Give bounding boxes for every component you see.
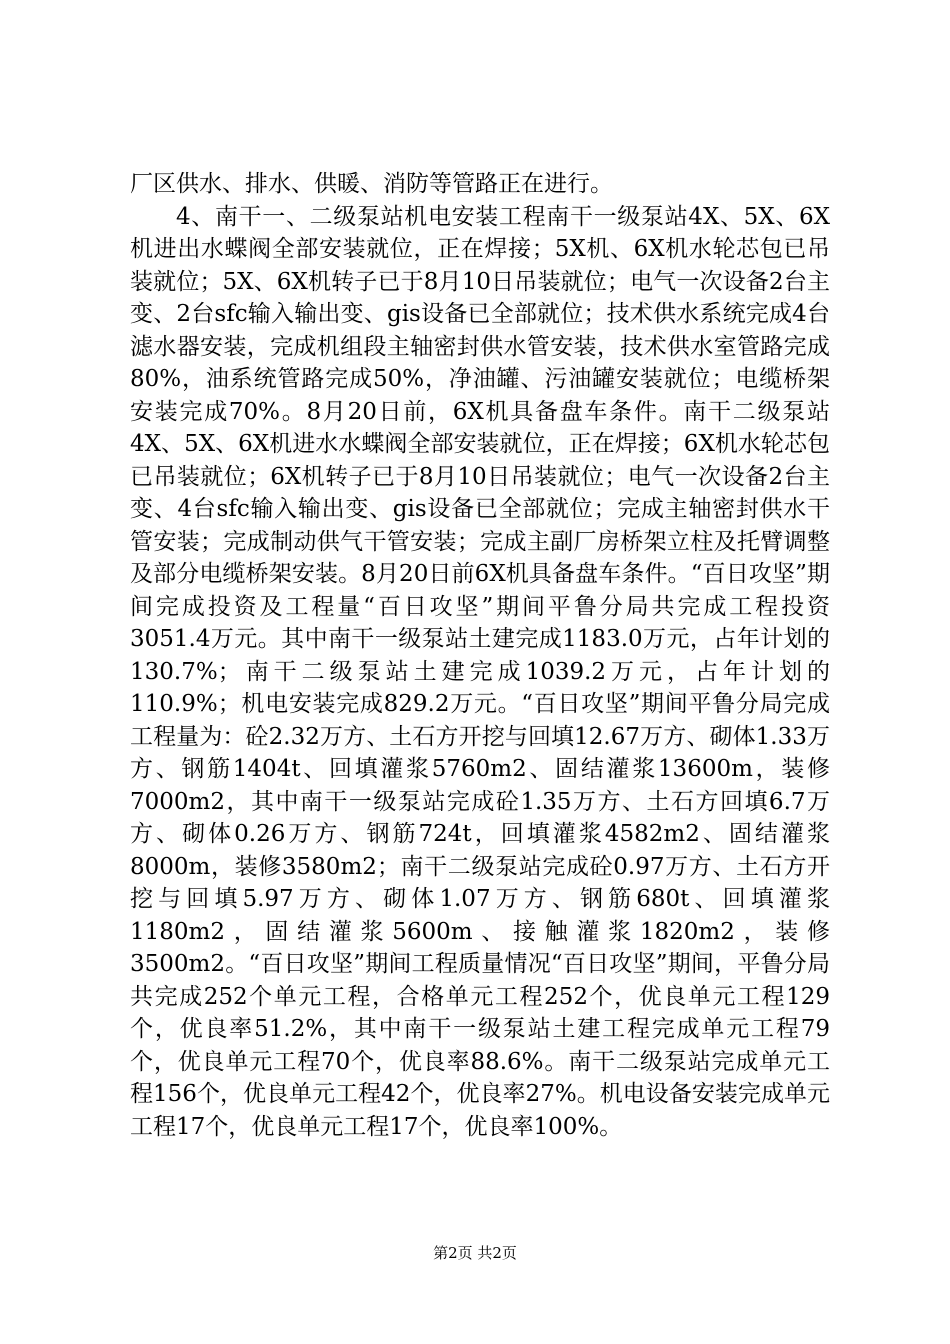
paragraph-2: 4、南干一、二级泵站机电安装工程南干一级泵站4X、5X、6X机进出水蝶阀全部安装就位，正在焊接；5X机、6X机水轮芯包已吊装就位；5X、6X机转子已于8月10日吊装就位；电气一次设备2台主变、2台sfc输入输出变、gis设备已全部就位；技术供水系统完成4台滤水器安装，完成机组段主轴密封供水管安装，技术供水室管路完成80%，油系统管路完成50%，净油罐、污油罐安装就位；电缆桥架安装完成70%。8月20日前，6X机具备盘车条件。南干二级泵站4X、5X、6X机进水水蝶阀全部安装就位，正在焊接；6X机水轮芯包已吊装就位；6X机转子已于8月10日吊装就位；电气一次设备2台主变、4台sfc输入输出变、gis设备已全部就位；完成主轴密封供水干管安装；完成制动供气干管安装；完成主副厂房桥架立柱及托臂调整及部分电缆桥架安装。8月20日前6X机具备盘车条件。“百日攻坚”期间完成投资及工程量“百日攻坚”期间平鲁分局共完成工程投资3051.4万元。其中南干一级泵站土建完成1183.0万元，占年计划的130.7%；南干二级泵站土建完成1039.2万元，占年计划的110.9%；机电安装完成829.2万元。“百日攻坚”期间平鲁分局完成工程量为：砼2.32万方、土石方开挖与回填12.67万方、砌体1.33万方、钢筋1404t、回填灌浆5760m2、固结灌浆13600m，装修7000m2，其中南干一级泵站完成砼1.35万方、土石方回填6.7万方、砌体0.26万方、钢筋724t，回填灌浆4582m2、固结灌浆8000m，装修3580m2；南干二级泵站完成砼0.97万方、土石方开挖与回填5.97万方、砌体1.07万方、钢筋680t、回填灌浆1180m2，固结灌浆5600m、接触灌浆1820m2，装修3500m2。“百日攻坚”期间工程质量情况“百日攻坚”期间，平鲁分局共完成252个单元工程，合格单元工程252个，优良单元工程129个，优良率51.2%，其中南干一级泵站土建工程完成单元工程79个，优良单元工程70个，优良率88.6%。南干二级泵站完成单元工程156个，优良单元工程42个，优良率27%。机电设备安装完成单元工程17个，优良单元工程17个，优良率100%。 xyxy=(130,203,830,1140)
document-body xyxy=(130,168,830,1143)
paragraph-1: 厂区供水、排水、供暖、消防等管路正在进行。 xyxy=(130,171,613,197)
page-footer: 第2页 共2页 xyxy=(433,1244,517,1262)
